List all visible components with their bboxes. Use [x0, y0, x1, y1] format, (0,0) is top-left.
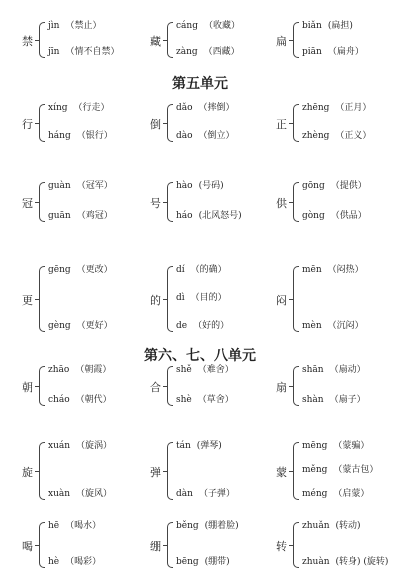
brace-icon — [293, 104, 299, 142]
example-word: （朝霞） — [75, 365, 112, 375]
reading-line — [302, 130, 371, 142]
reading-line — [48, 46, 119, 58]
polyphone-group — [22, 520, 147, 570]
pinyin: dàn — [176, 489, 193, 499]
polyphone-group — [22, 20, 147, 60]
polyphone-character: 供 — [276, 197, 287, 210]
reading-line — [176, 364, 234, 376]
brace-tip-icon — [35, 202, 39, 203]
polyphone-character: 蒙 — [276, 466, 287, 479]
pinyin: gèng — [48, 321, 71, 331]
reading-line — [176, 20, 240, 32]
example-word: （旋风） — [76, 489, 113, 499]
brace-icon — [167, 366, 173, 406]
example-word: （启蒙） — [333, 489, 370, 499]
example-word: （扇动） — [329, 365, 366, 375]
pinyin: mèn — [302, 321, 322, 331]
reading-line — [302, 556, 388, 568]
brace-icon — [167, 182, 173, 222]
pinyin: hē — [48, 521, 60, 531]
brace-icon — [293, 522, 299, 568]
brace-icon — [39, 266, 45, 332]
pinyin: cháo — [48, 395, 70, 405]
example-word: （难舍） — [197, 365, 234, 375]
pinyin: zhēng — [302, 103, 330, 113]
example-word: （供品） — [330, 211, 367, 221]
polyphone-character: 更 — [22, 294, 33, 307]
pinyin: zhuǎn — [302, 521, 330, 531]
polyphone-group — [150, 264, 275, 334]
pinyin: de — [176, 321, 188, 331]
brace-tip-icon — [289, 545, 293, 546]
brace-tip-icon — [35, 40, 39, 41]
example-word: （禁止） — [65, 21, 102, 31]
pinyin: bēng — [176, 557, 199, 567]
example-word: （正月） — [335, 103, 372, 113]
pinyin: xuán — [48, 441, 71, 451]
example-word: （冠军） — [76, 181, 113, 191]
example-word: （蒙骗） — [333, 441, 370, 451]
pinyin: mēng — [302, 441, 328, 451]
brace-icon — [167, 266, 173, 332]
brace-icon — [167, 522, 173, 568]
polyphone-character: 倒 — [150, 118, 161, 131]
pinyin: xuàn — [48, 489, 71, 499]
reading-line — [176, 130, 235, 142]
polyphone-group — [22, 264, 147, 334]
brace-tip-icon — [289, 471, 293, 472]
brace-tip-icon — [163, 123, 167, 124]
polyphone-character: 合 — [150, 381, 161, 394]
pinyin: běng — [176, 521, 199, 531]
polyphone-character: 号 — [150, 197, 161, 210]
example-word: (绷带) — [204, 557, 230, 567]
reading-line — [48, 440, 112, 452]
brace-icon — [39, 22, 45, 58]
example-word: （银行） — [76, 131, 113, 141]
example-word: （朝代） — [75, 395, 112, 405]
pinyin: dào — [176, 131, 193, 141]
brace-icon — [39, 182, 45, 222]
section-heading-unit678: 第六、七、八单元 — [144, 348, 256, 364]
example-word: （旋涡） — [76, 441, 113, 451]
brace-icon — [167, 442, 173, 500]
example-word: (转身) (旋转) — [335, 557, 389, 567]
brace-tip-icon — [35, 123, 39, 124]
brace-icon — [293, 266, 299, 332]
brace-tip-icon — [35, 471, 39, 472]
pinyin: hè — [48, 557, 60, 567]
reading-line — [48, 556, 101, 568]
polyphone-group — [22, 180, 147, 224]
brace-icon — [39, 522, 45, 568]
example-word: (转动) — [335, 521, 361, 531]
reading-line — [48, 102, 110, 114]
pinyin: gōng — [302, 181, 325, 191]
pinyin: mēn — [302, 265, 322, 275]
brace-tip-icon — [289, 202, 293, 203]
brace-icon — [293, 182, 299, 222]
brace-tip-icon — [163, 545, 167, 546]
polyphone-group — [276, 102, 400, 144]
reading-line — [302, 488, 369, 500]
polyphone-character: 禁 — [22, 35, 33, 48]
example-word: （目的） — [190, 293, 227, 303]
polyphone-character: 朝 — [22, 381, 33, 394]
brace-tip-icon — [163, 202, 167, 203]
pinyin: jīn — [48, 47, 60, 57]
pinyin: guān — [48, 211, 71, 221]
example-word: （的确） — [190, 265, 227, 275]
pinyin: piān — [302, 47, 322, 57]
reading-line — [176, 102, 235, 114]
polyphone-group — [150, 180, 275, 224]
reading-line — [48, 520, 101, 532]
pinyin: tán — [176, 441, 191, 451]
reading-line — [302, 180, 367, 192]
polyphone-group — [150, 440, 275, 502]
polyphone-group — [22, 102, 147, 144]
polyphone-group — [150, 102, 275, 144]
brace-icon — [167, 22, 173, 58]
example-word: (北风怒号) — [198, 211, 242, 221]
polyphone-character: 绷 — [150, 540, 161, 553]
polyphone-character: 弹 — [150, 466, 161, 479]
reading-line — [302, 102, 371, 114]
reading-line — [302, 440, 369, 452]
pinyin: háo — [176, 211, 193, 221]
pinyin: gòng — [302, 211, 325, 221]
polyphone-character: 扁 — [276, 35, 287, 48]
reading-line — [302, 464, 378, 476]
pinyin: shě — [176, 365, 192, 375]
section-heading-unit5: 第五单元 — [172, 76, 228, 92]
polyphone-group — [150, 520, 275, 570]
brace-tip-icon — [35, 386, 39, 387]
pinyin: biǎn — [302, 21, 322, 31]
example-word: （提供） — [330, 181, 367, 191]
brace-icon — [39, 366, 45, 406]
polyphone-character: 喝 — [22, 540, 33, 553]
pinyin: měng — [302, 465, 328, 475]
reading-line — [48, 20, 101, 32]
example-word: （闷热） — [327, 265, 364, 275]
reading-line — [176, 292, 227, 304]
reading-line — [48, 394, 112, 406]
example-word: （子弹） — [198, 489, 235, 499]
example-word: （蒙古包） — [333, 465, 379, 475]
reading-line — [176, 264, 227, 276]
example-word: （鸡冠） — [76, 211, 113, 221]
reading-line — [176, 394, 234, 406]
pinyin: zhuàn — [302, 557, 330, 567]
brace-tip-icon — [163, 386, 167, 387]
reading-line — [48, 488, 112, 500]
brace-tip-icon — [289, 299, 293, 300]
polyphone-group — [276, 520, 400, 570]
example-word: (扁担) — [327, 21, 353, 31]
example-word: （摔倒） — [198, 103, 235, 113]
polyphone-group — [276, 264, 400, 334]
reading-line — [176, 440, 222, 452]
reading-line — [302, 364, 366, 376]
reading-line — [176, 556, 230, 568]
brace-icon — [39, 442, 45, 500]
example-word: （西藏） — [203, 47, 240, 57]
brace-icon — [167, 104, 173, 142]
brace-tip-icon — [163, 299, 167, 300]
pinyin: cáng — [176, 21, 198, 31]
example-word: (弹琴) — [196, 441, 222, 451]
pinyin: dí — [176, 265, 185, 275]
brace-tip-icon — [163, 471, 167, 472]
reading-line — [176, 210, 242, 222]
reading-line — [302, 210, 367, 222]
reading-line — [176, 180, 224, 192]
reading-line — [302, 520, 361, 532]
polyphone-group — [22, 364, 147, 408]
brace-tip-icon — [35, 545, 39, 546]
polyphone-group — [276, 20, 400, 60]
reading-line — [48, 130, 113, 142]
polyphone-group — [150, 20, 275, 60]
brace-icon — [293, 22, 299, 58]
polyphone-group — [276, 180, 400, 224]
polyphone-character: 冠 — [22, 197, 33, 210]
example-word: （正义） — [335, 131, 372, 141]
pinyin: gēng — [48, 265, 71, 275]
reading-line — [176, 320, 229, 332]
polyphone-character: 转 — [276, 540, 287, 553]
reading-line — [302, 394, 366, 406]
reading-line — [176, 46, 240, 58]
pinyin: dǎo — [176, 103, 193, 113]
pinyin: háng — [48, 131, 71, 141]
pinyin: guàn — [48, 181, 71, 191]
brace-tip-icon — [289, 386, 293, 387]
pinyin: hào — [176, 181, 193, 191]
pinyin: méng — [302, 489, 328, 499]
polyphone-character: 闷 — [276, 294, 287, 307]
brace-tip-icon — [163, 40, 167, 41]
reading-line — [48, 364, 111, 376]
reading-line — [48, 320, 113, 332]
polyphone-group — [150, 364, 275, 408]
example-word: （更好） — [76, 321, 113, 331]
polyphone-character: 行 — [22, 118, 33, 131]
pinyin: zhèng — [302, 131, 330, 141]
brace-tip-icon — [35, 299, 39, 300]
polyphone-group — [276, 364, 400, 408]
brace-icon — [39, 104, 45, 142]
reading-line — [48, 264, 113, 276]
polyphone-character: 藏 — [150, 35, 161, 48]
brace-icon — [293, 442, 299, 500]
example-word: (号码) — [198, 181, 224, 191]
pinyin: dì — [176, 293, 185, 303]
example-word: （扇子） — [329, 395, 366, 405]
pinyin: xíng — [48, 103, 68, 113]
reading-line — [302, 264, 364, 276]
example-word: （行走） — [73, 103, 110, 113]
pinyin: jìn — [48, 21, 60, 31]
polyphone-character: 扇 — [276, 381, 287, 394]
polyphone-group — [276, 440, 400, 502]
pinyin: zàng — [176, 47, 198, 57]
example-word: （草舍） — [197, 395, 234, 405]
example-word: (绷着脸) — [204, 521, 239, 531]
reading-line — [302, 20, 353, 32]
reading-line — [176, 520, 239, 532]
reading-line — [302, 46, 364, 58]
reading-line — [176, 488, 235, 500]
brace-tip-icon — [289, 123, 293, 124]
reading-line — [48, 180, 113, 192]
example-word: （喝水） — [65, 521, 102, 531]
pinyin: shàn — [302, 395, 324, 405]
reading-line — [48, 210, 113, 222]
reading-line — [302, 320, 364, 332]
pinyin: shān — [302, 365, 324, 375]
example-word: （收藏） — [203, 21, 240, 31]
example-word: （更改） — [76, 265, 113, 275]
brace-tip-icon — [289, 40, 293, 41]
example-word: （沉闷） — [327, 321, 364, 331]
example-word: （喝彩） — [65, 557, 102, 567]
example-word: （情不自禁） — [65, 47, 120, 57]
polyphone-group — [22, 440, 147, 502]
brace-icon — [293, 366, 299, 406]
pinyin: shè — [176, 395, 192, 405]
polyphone-character: 正 — [276, 118, 287, 131]
polyphone-character: 的 — [150, 294, 161, 307]
polyphone-character: 旋 — [22, 466, 33, 479]
pinyin: zhāo — [48, 365, 70, 375]
example-word: （好的） — [193, 321, 230, 331]
example-word: （倒立） — [198, 131, 235, 141]
example-word: （扁舟） — [327, 47, 364, 57]
